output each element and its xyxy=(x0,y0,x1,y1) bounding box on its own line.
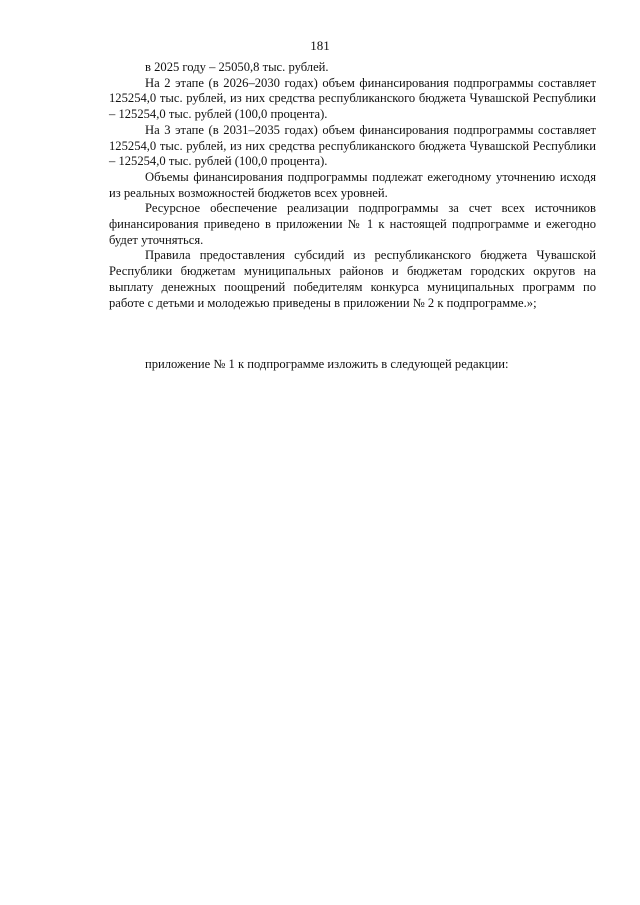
paragraph-2025-funding: в 2025 году – 25050,8 тыс. рублей. xyxy=(145,60,329,74)
body-text xyxy=(109,60,596,311)
paragraph-annual-adjustment: Объемы финансирования подпрограммы подлежат ежегодному уточнению исходя из реальных возможностей бюджетов всех уровней. xyxy=(109,169,596,200)
paragraph-stage-3-funding: На 3 этапе (в 2031–2035 годах) объем финансирования подпрограммы составляет 125254,0 тыс. рублей, из них средства республиканского бюджета Чувашской Республики – 125254,0 тыс. рублей (100,0 процента). xyxy=(109,122,596,169)
closing-instruction: приложение № 1 к подпрограмме изложить в следующей редакции: xyxy=(145,357,509,371)
paragraph-subsidy-rules: Правила предоставления субсидий из республиканского бюджета Чувашской Республики бюджетам муниципальных районов и бюджетам городских округов на выплату денежных поощрений победителям конкурса муниципальных программ по работе с детьми и молодежью приведены в приложении № 2 к подпрограмме.»; xyxy=(109,248,596,310)
paragraph-resource-support: Ресурсное обеспечение реализации подпрограммы за счет всех источников финансирования приведено в приложении № 1 к настоящей подпрограмме и ежегодно будет уточняться. xyxy=(109,201,596,247)
paragraph-stage-2-funding: На 2 этапе (в 2026–2030 годах) объем финансирования подпрограммы составляет 125254,0 тыс. рублей, из них средства республиканского бюджета Чувашской Республики – 125254,0 тыс. рублей (100,0 процента). xyxy=(109,75,596,122)
page-number: 181 xyxy=(310,38,330,53)
